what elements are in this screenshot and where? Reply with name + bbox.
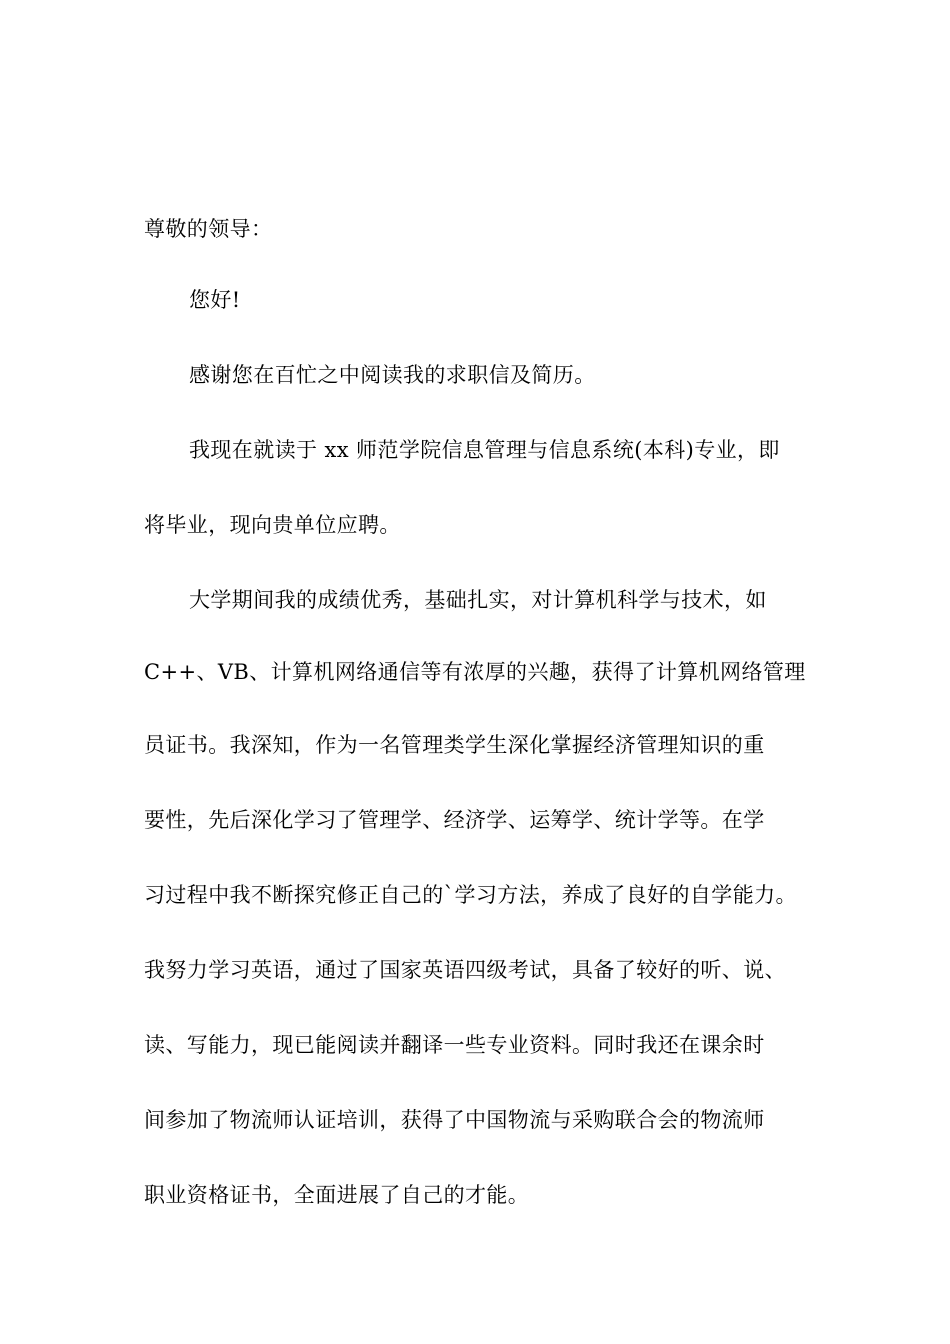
paragraph-line: 大学期间我的成绩优秀，基础扎实，对计算机科学与技术，如	[189, 588, 767, 612]
paragraph-line: 习过程中我不断探究修正自己的`学习方法，养成了良好的自学能力。	[144, 883, 797, 907]
greeting: 您好!	[189, 288, 241, 312]
paragraph-line: C++、VB、计算机网络通信等有浓厚的兴趣，获得了计算机网络管理	[144, 660, 806, 684]
paragraph-line: 要性，先后深化学习了管理学、经济学、运筹学、统计学等。在学	[144, 808, 765, 832]
paragraph-line: 我现在就读于 xx 师范学院信息管理与信息系统(本科)专业，即	[189, 438, 780, 462]
paragraph-line: 我努力学习英语，通过了国家英语四级考试，具备了较好的听、说、	[144, 958, 786, 982]
paragraph-line: 间参加了物流师认证培训，获得了中国物流与采购联合会的物流师	[144, 1108, 765, 1132]
paragraph-line: 员证书。我深知，作为一名管理类学生深化掌握经济管理知识的重	[144, 733, 765, 757]
paragraph-line: 读、写能力，现已能阅读并翻译一些专业资料。同时我还在课余时	[144, 1033, 765, 1057]
paragraph-line: 职业资格证书，全面进展了自己的才能。	[144, 1183, 530, 1207]
paragraph-line: 感谢您在百忙之中阅读我的求职信及简历。	[189, 363, 596, 387]
paragraph-line: 将毕业，现向贵单位应聘。	[144, 513, 401, 537]
salutation: 尊敬的领导：	[144, 217, 273, 241]
